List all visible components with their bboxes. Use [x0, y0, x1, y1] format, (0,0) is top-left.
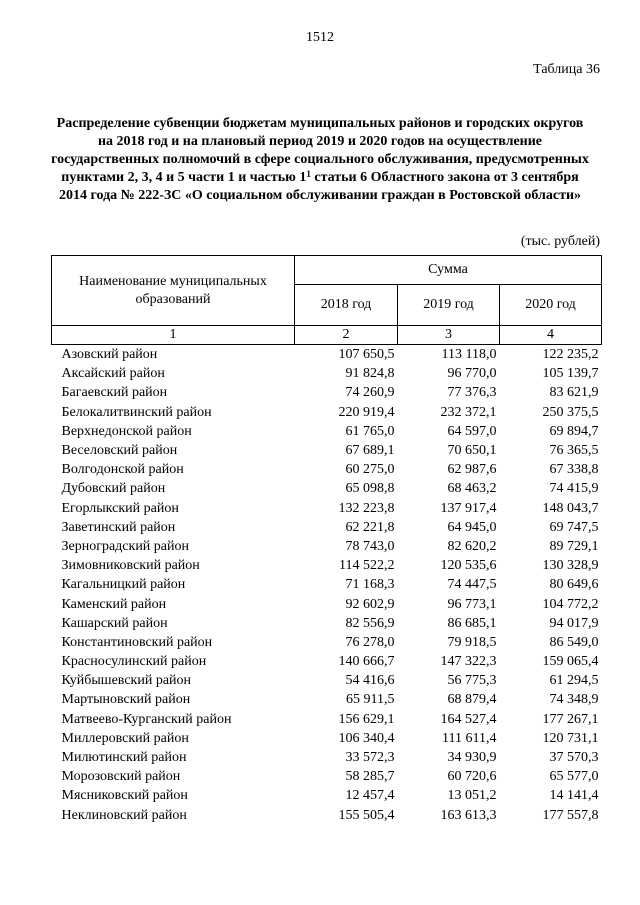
district-name: Аксайский район: [61, 366, 165, 382]
value-2018: 106 340,4: [338, 730, 395, 746]
value-2018: 78 743,0: [345, 538, 395, 554]
col-number-2: 2: [295, 326, 398, 345]
units-label: (тыс. рублей): [520, 234, 600, 249]
table-row: [52, 422, 602, 441]
header-sum: Сумма: [295, 256, 602, 285]
district-name: Дубовский район: [61, 481, 166, 497]
value-2019: 232 372,1: [440, 404, 497, 420]
value-2020: 37 570,3: [549, 750, 599, 766]
table-row: [52, 633, 602, 652]
header-name-column: Наименование муниципальных образований: [52, 256, 295, 326]
value-2018: 62 221,8: [345, 519, 395, 535]
value-2020: 14 141,4: [549, 788, 599, 804]
table-row: [52, 652, 602, 671]
value-2018: 155 505,4: [338, 807, 395, 823]
table-row: [52, 614, 602, 633]
value-2019: 74 447,5: [447, 577, 497, 593]
value-2019: 13 051,2: [447, 788, 497, 804]
value-2020: 104 772,2: [542, 596, 599, 612]
value-2018: 132 223,8: [338, 500, 395, 516]
table-body: [52, 345, 602, 825]
table-row: [52, 499, 602, 518]
district-name: Миллеровский район: [61, 730, 189, 746]
table-row: [52, 729, 602, 748]
table-row: [52, 690, 602, 709]
value-2020: 120 731,1: [542, 730, 599, 746]
table-row: [52, 364, 602, 383]
value-2020: 94 017,9: [549, 615, 599, 631]
table-row: [52, 537, 602, 556]
value-2019: 96 773,1: [447, 596, 497, 612]
value-2019: 164 527,4: [440, 711, 497, 727]
header-year-2019: 2019 год: [398, 285, 500, 326]
table-row: [52, 345, 602, 365]
col-number-1: 1: [52, 326, 295, 345]
value-2018: 140 666,7: [338, 654, 395, 670]
table-label: Таблица 36: [533, 62, 600, 77]
table-row: [52, 479, 602, 498]
value-2019: 96 770,0: [447, 366, 497, 382]
district-name: Азовский район: [61, 347, 158, 363]
value-2020: 122 235,2: [542, 347, 599, 363]
district-name: Белокалитвинский район: [61, 404, 212, 420]
district-name: Волгодонской район: [61, 462, 184, 478]
value-2018: 65 911,5: [346, 692, 395, 708]
value-2020: 76 365,5: [549, 443, 599, 459]
table-row: [52, 594, 602, 613]
table-row: [52, 786, 602, 805]
title-text: Распределение субвенции бюджетам муниципальных районов и городских округов на 2018 год и на плановый период 2019 и 2020 годов на осуществление государственных полномочий в сфере социального обслуживания, предусмотренных пунктами 2, 3, 4 и 5 части 1 и частью 1: [51, 116, 589, 185]
district-name: Егорлыкский район: [61, 500, 179, 516]
value-2020: 105 139,7: [542, 366, 599, 382]
district-name: Каменский район: [61, 596, 167, 612]
value-2018: 67 689,1: [345, 443, 395, 459]
district-name: Веселовский район: [61, 443, 178, 459]
col-number-3: 3: [398, 326, 500, 345]
table-row: [52, 383, 602, 402]
district-name: Зерноградский район: [61, 538, 189, 554]
value-2018: 65 098,8: [345, 481, 395, 497]
value-2020: 80 649,6: [549, 577, 599, 593]
subvention-table: [51, 255, 602, 825]
district-name: Милютинский район: [61, 750, 187, 766]
value-2018: 74 260,9: [345, 385, 395, 401]
value-2018: 114 522,2: [339, 558, 395, 574]
value-2018: 33 572,3: [345, 750, 395, 766]
value-2020: 69 747,5: [549, 519, 599, 535]
value-2020: 148 043,7: [542, 500, 599, 516]
value-2019: 77 376,3: [447, 385, 497, 401]
value-2019: 34 930,9: [447, 750, 497, 766]
district-name: Кашарский район: [61, 615, 168, 631]
value-2019: 68 879,4: [447, 692, 497, 708]
district-name: Красносулинский район: [61, 654, 207, 670]
table-row: [52, 518, 602, 537]
value-2020: 177 557,8: [542, 807, 599, 823]
value-2019: 120 535,6: [440, 558, 497, 574]
value-2020: 250 375,5: [542, 404, 599, 420]
table-row: [52, 575, 602, 594]
value-2019: 113 118,0: [441, 347, 497, 363]
table-row: [52, 460, 602, 479]
header-year-2020: 2020 год: [500, 285, 602, 326]
district-name: Багаевский район: [61, 385, 168, 401]
value-2020: 67 338,8: [549, 462, 599, 478]
value-2018: 61 765,0: [345, 423, 395, 439]
value-2019: 86 685,1: [447, 615, 497, 631]
page-number: 1512: [306, 30, 334, 45]
value-2019: 64 597,0: [447, 423, 497, 439]
table-title: [50, 115, 590, 205]
table-row: [52, 710, 602, 729]
district-name: Заветинский район: [61, 519, 176, 535]
value-2020: 74 415,9: [549, 481, 599, 497]
value-2018: 91 824,8: [345, 366, 395, 382]
table-row: [52, 748, 602, 767]
value-2020: 65 577,0: [549, 769, 599, 785]
table-row: [52, 806, 602, 825]
value-2018: 58 285,7: [345, 769, 395, 785]
value-2019: 68 463,2: [447, 481, 497, 497]
header-year-2018: 2018 год: [295, 285, 398, 326]
value-2019: 111 611,4: [442, 730, 497, 746]
value-2020: 177 267,1: [542, 711, 599, 727]
value-2018: 156 629,1: [338, 711, 395, 727]
district-name: Куйбышевский район: [61, 673, 192, 689]
district-name: Зимовниковский район: [61, 558, 200, 574]
value-2020: 130 328,9: [542, 558, 599, 574]
value-2020: 61 294,5: [549, 673, 599, 689]
district-name: Неклиновский район: [61, 807, 187, 823]
district-name: Мартыновский район: [61, 692, 191, 708]
title-superscript: 1: [306, 169, 311, 179]
table-row: [52, 441, 602, 460]
table-row: [52, 671, 602, 690]
district-name: Верхнедонской район: [61, 423, 192, 439]
value-2019: 163 613,3: [440, 807, 497, 823]
value-2018: 60 275,0: [345, 462, 395, 478]
col-number-4: 4: [500, 326, 602, 345]
value-2019: 64 945,0: [447, 519, 497, 535]
district-name: Матвеево-Курганский район: [61, 711, 232, 727]
value-2018: 92 602,9: [345, 596, 395, 612]
value-2018: 54 416,6: [345, 673, 395, 689]
value-2019: 60 720,6: [447, 769, 497, 785]
value-2019: 82 620,2: [447, 538, 497, 554]
district-name: Константиновский район: [61, 634, 213, 650]
value-2019: 147 322,3: [440, 654, 497, 670]
value-2019: 79 918,5: [447, 634, 497, 650]
value-2018: 107 650,5: [338, 347, 395, 363]
district-name: Мясниковский район: [61, 788, 188, 804]
value-2020: 74 348,9: [549, 692, 599, 708]
value-2018: 220 919,4: [338, 404, 395, 420]
district-name: Кагальницкий район: [61, 577, 186, 593]
value-2020: 159 065,4: [542, 654, 599, 670]
value-2018: 12 457,4: [345, 788, 395, 804]
table-row: [52, 403, 602, 422]
value-2020: 69 894,7: [549, 423, 599, 439]
value-2019: 62 987,6: [447, 462, 497, 478]
value-2020: 89 729,1: [549, 538, 599, 554]
value-2018: 71 168,3: [345, 577, 395, 593]
title-text-end: статьи 6 Областного закона от 3 сентября 2014 года № 222-ЗС «О социальном обслуживании граждан в Ростовской области»: [58, 170, 582, 203]
value-2019: 70 650,1: [447, 443, 497, 459]
value-2018: 82 556,9: [345, 615, 395, 631]
value-2020: 86 549,0: [549, 634, 599, 650]
value-2019: 137 917,4: [440, 500, 497, 516]
table-row: [52, 556, 602, 575]
value-2019: 56 775,3: [447, 673, 497, 689]
table-row: [52, 767, 602, 786]
value-2020: 83 621,9: [549, 385, 599, 401]
district-name: Морозовский район: [61, 769, 181, 785]
value-2018: 76 278,0: [345, 634, 395, 650]
